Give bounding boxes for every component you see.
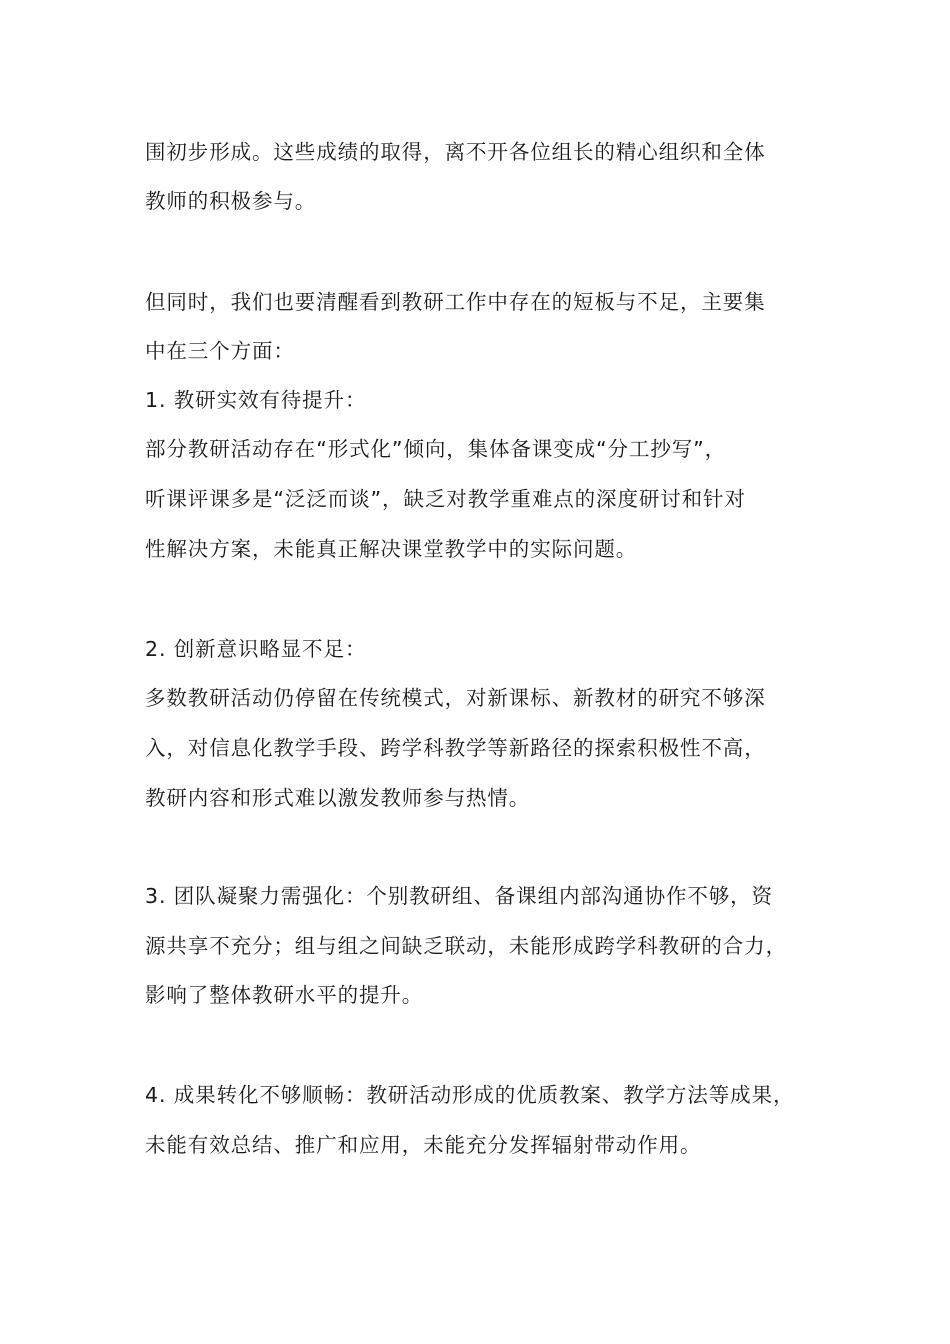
paragraph-line: 教研内容和形式难以激发教师参与热情。 <box>145 786 531 810</box>
paragraph-line: 部分教研活动存在“形式化”倾向，集体备课变成“分工抄写”， <box>145 437 727 461</box>
paragraph-line: 听课评课多是“泛泛而谈”，缺乏对教学重难点的深度研讨和针对 <box>145 487 746 511</box>
paragraph-line: 教师的积极参与。 <box>145 189 317 213</box>
paragraph-line: 多数教研活动仍停留在传统模式，对新课标、新教材的研究不够深 <box>145 686 766 710</box>
paragraph-line: 入，对信息化教学手段、跨学科教学等新路径的探索积极性不高， <box>145 736 766 760</box>
paragraph-line: 但同时，我们也要清醒看到教研工作中存在的短板与不足，主要集 <box>145 290 766 314</box>
section-heading: 1. 教研实效有待提升： <box>145 388 367 412</box>
section-heading: 4. 成果转化不够顺畅：教研活动形成的优质教案、教学方法等成果， <box>145 1083 795 1107</box>
paragraph-line: 影响了整体教研水平的提升。 <box>145 983 424 1007</box>
section-heading: 2. 创新意识略显不足： <box>145 637 367 661</box>
paragraph-line: 围初步形成。这些成绩的取得，离不开各位组长的精心组织和全体 <box>145 140 766 164</box>
paragraph-line: 中在三个方面： <box>145 339 295 363</box>
section-heading: 3. 团队凝聚力需强化：个别教研组、备课组内部沟通协作不够，资 <box>145 884 773 908</box>
paragraph-line: 源共享不充分；组与组之间缺乏联动，未能形成跨学科教研的合力， <box>145 934 787 958</box>
paragraph-line: 性解决方案，未能真正解决课堂教学中的实际问题。 <box>145 537 638 561</box>
paragraph-line: 未能有效总结、推广和应用，未能充分发挥辐射带动作用。 <box>145 1133 702 1157</box>
